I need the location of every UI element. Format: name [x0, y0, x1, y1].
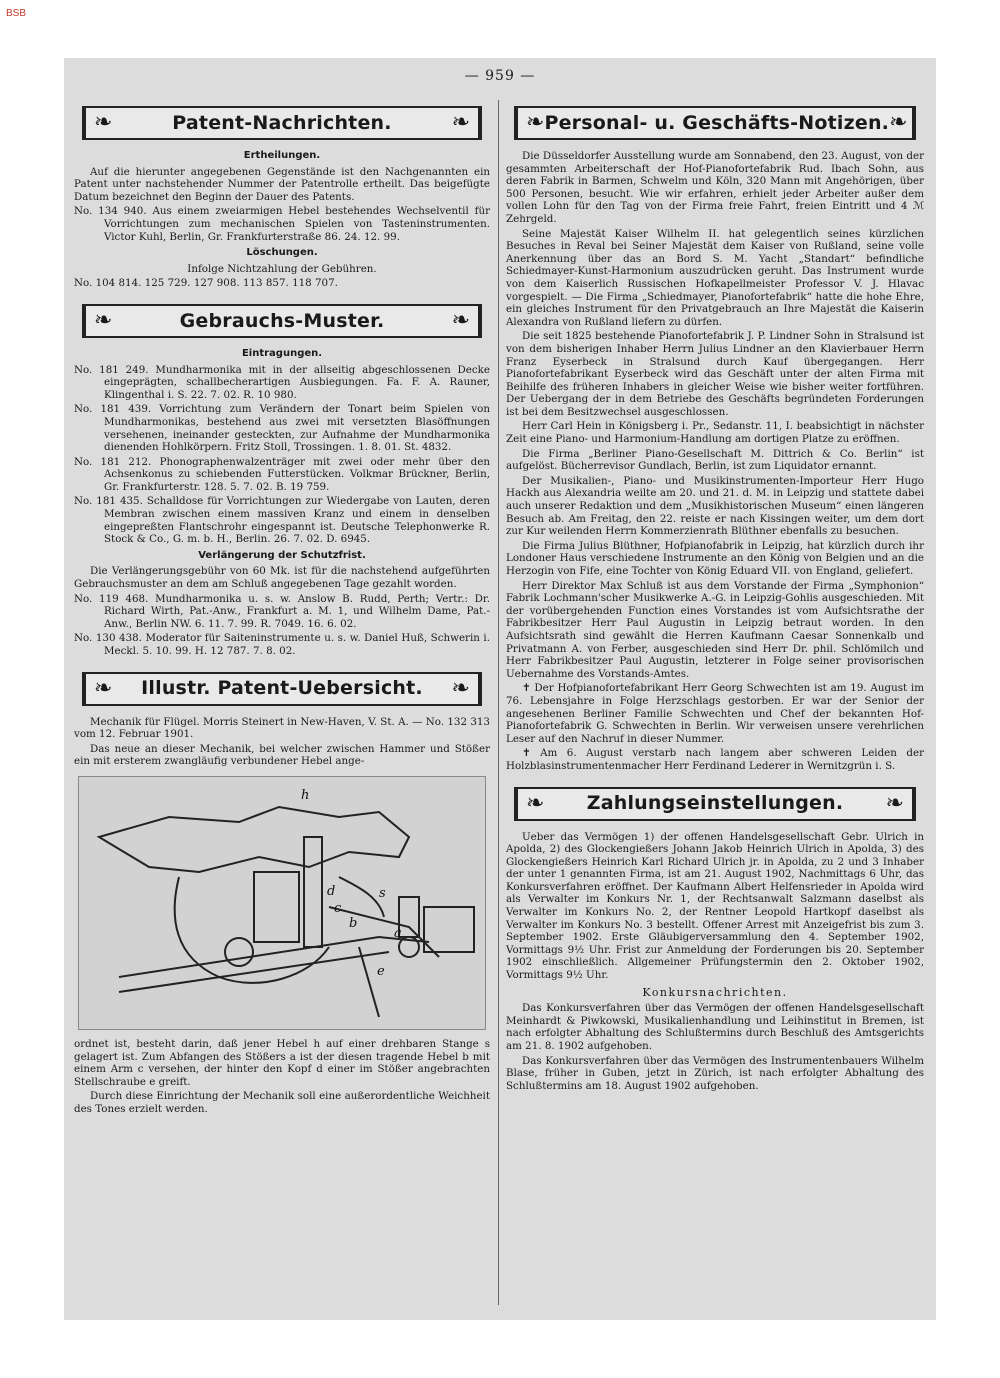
paragraph: Mechanik für Flügel. Morris Steinert in New-Haven, V. St. A. — No. 132 313 vom 12. Februar 1901. — [74, 715, 490, 741]
ornament-icon: ❧ — [526, 790, 545, 816]
paragraph: ordnet ist, besteht darin, daß jener Hebel h auf einer drehbaren Stange s gelagert ist. Zum Abfangen des Stößers a ist der diesen tragende Hebel b mit einem Arm c versehen, der hinter den Kopf d einer im Stößer angebrachten Stellschraube e greift. — [74, 1037, 490, 1088]
heading-zahlungseinstellungen — [514, 787, 916, 821]
heading-patent-uebersicht — [82, 672, 482, 706]
ornament-icon: ❧ — [889, 110, 908, 135]
news-item: Die Firma Julius Blüthner, Hofpianofabrik in Leipzig, hat kürzlich durch ihr Londoner Haus verschiedene Instrumente an den König von Belgien und an die Herzogin von Fife, eine Tochter von König Eduard VII. von England, geliefert. — [506, 539, 924, 577]
paragraph: Ueber das Vermögen 1) der offenen Handelsgesellschaft Gebr. Ulrich in Apolda, 2) des Glockengießers Johann Jakob Heinrich Ulrich in Apolda, 3) des Glockengießers Heinrich Karl Richard Ulrich jr. in Apolda, zu 2 und 3 Inhaber der unter 1 genannten Firma, ist am 21. August 1902, Nachmittags 6 Uhr, das Konkursverfahren eröffnet. Der Kaufmann Albert Helfensrieder in Apolda wird als Verwalter im Konkurs Nr. 1, der Rechtsanwalt Salzmann daselbst als Verwalter im Konkurs No. 2, der Rentner Leopold Hartkopf daselbst als Verwalter im Konkurs No. 3 bestellt. Offener Arrest mit Anzeigefrist bis zum 3. September 1902. Erste Gläubigerversammlung den 4. September 1902, Vormittags 9½ Uhr. Frist zur Anmeldung der Forderungen bis 20. September 1902 einschließlich. Allgemeiner Prüfungstermin den 2. Oktober 1902, Vormittags 9½ Uhr. — [506, 830, 924, 982]
ornament-icon: ❧ — [94, 110, 113, 135]
subheading: Verlängerung der Schutzfrist. — [198, 549, 366, 561]
newspaper-page — [64, 58, 936, 1320]
patent-entry: No. 134 940. Aus einem zweiarmigen Hebel bestehendes Wechselventil für Vorrichtungen zum mechanischen Spielen von Tasteninstrumenten. Victor Kuhl, Berlin, Gr. Frankfurterstraße 86. 24. 12. 99. — [74, 205, 490, 243]
library-stamp: BSB — [6, 8, 27, 19]
left-column — [74, 98, 490, 1118]
paragraph: Durch diese Einrichtung der Mechanik soll eine außerordentliche Weichheit des Tones erzielt werden. — [74, 1090, 490, 1115]
mechanism-drawing — [79, 777, 485, 1029]
paragraph: Das neue an dieser Mechanik, bei welcher zwischen Hammer und Stößer ein mit ersterem zwangläufig verbundener Hebel ange- — [74, 742, 490, 768]
fig-label: c — [334, 900, 342, 916]
heading-patent-nachrichten — [82, 106, 482, 140]
paragraph: Das Konkursverfahren über das Vermögen des Instrumentenbauers Wilhelm Blase, früher in Guben, jetzt in Zürich, ist nach erfolgter Abhaltung des Schlußtermins am 18. August 1902 aufgehoben. — [506, 1054, 924, 1092]
section-title: Zahlungseinstellungen. — [586, 792, 844, 815]
news-item: Die Firma „Berliner Piano-Gesellschaft M. Dittrich & Co. Berlin“ ist aufgelöst. Bücherrevisor Gundlach, Berlin, ist zum Liquidator ernannt. — [506, 447, 924, 473]
patent-entry: No. 130 438. Moderator für Saiteninstrumente u. s. w. Daniel Huß, Schwerin i. Meckl. 5. 10. 99. H. 12 787. 7. 8. 02. — [74, 632, 490, 657]
ornament-icon: ❧ — [885, 790, 904, 816]
ornament-icon: ❧ — [451, 675, 470, 701]
mechanism-illustration — [78, 776, 486, 1030]
fig-label: a — [394, 925, 402, 941]
heading-gebrauchs-muster — [82, 304, 482, 338]
subheading: Ertheilungen. — [243, 150, 321, 161]
section-title: Gebrauchs-Muster. — [179, 309, 385, 332]
heading-personal-notizen — [514, 106, 916, 140]
paragraph: Das Konkursverfahren über das Vermögen der offenen Handelsgesellschaft Meinhardt & Piwkowski, Musikalienhandlung und Leihinstitut in Bremen, ist nach erfolgter Abhaltung des Schlußtermins durch Beschluß des Amtsgerichts am 21. 8. 1902 aufgehoben. — [506, 1002, 924, 1052]
section-title: Patent-Nachrichten. — [172, 111, 392, 134]
patent-entry: No. 181 212. Phonographenwalzenträger mit zwei oder mehr über den Achsenkonus zu schiebenden Futterstücken. Volkmar Brückner, Berlin, Gr. Frankfurterstr. 128. 5. 7. 02. B. 19 759. — [74, 455, 490, 493]
news-item: Herr Carl Hein in Königsberg i. Pr., Sedanstr. 11, I. beabsichtigt in nächster Zeit eine Piano- und Harmonium-Handlung am dortigen Platze zu eröffnen. — [506, 420, 924, 446]
ornament-icon: ❧ — [451, 110, 470, 135]
fig-label: s — [379, 885, 386, 901]
fig-label: e — [377, 963, 385, 979]
column-divider — [498, 100, 499, 1305]
fig-label: b — [349, 915, 358, 931]
right-column — [506, 98, 924, 1094]
subheading: Löschungen. — [246, 247, 318, 259]
ornament-icon: ❧ — [94, 307, 113, 333]
paragraph: Die Verlängerungsgebühr von 60 Mk. ist für die nachstehend aufgeführten Gebrauchsmuster an dem am Schluß angegebenen Tage gezahlt worden. — [74, 565, 490, 591]
subheading: Konkursnachrichten. — [642, 985, 788, 999]
paragraph: Auf die hierunter angegebenen Gegenstände ist den Nachgenannten ein Patent unter nachstehender Nummer der Patentrolle ertheilt. Das beigefügte Datum bezeichnet den Beginn der Dauer des Patents. — [74, 165, 490, 203]
patent-entry: No. 119 468. Mundharmonika u. s. w. Anslow B. Rudd, Perth; Vertr.: Dr. Richard Wirth, Pat.-Anw., Frankfurt a. M. 1, und Wilhelm Dame, Pat.-Anw., Berlin NW. 6. 11. 7. 99. R. 7049. 16. 6. 02. — [74, 592, 490, 630]
paragraph: Infolge Nichtzahlung der Gebühren. — [187, 262, 377, 275]
news-item: ✝ Am 6. August verstarb nach langem aber schweren Leiden der Holzblasinstrumentenmacher Herr Ferdinand Lederer in Wernitzgrün i. S. — [506, 747, 924, 772]
ornament-icon: ❧ — [451, 307, 470, 333]
news-item: Seine Majestät Kaiser Wilhelm II. hat gelegentlich seines kürzlichen Besuches in Reval bei Seiner Majestät dem Kaiser von Rußland, seine volle Anerkennung über das an Bord S. M. Yacht „Standart“ befindliche Schiedmayer-Kunst-Harmonium auszudrücken geruht. Das Instrument wurde von dem Kaiserlich Russischen Hofkapellmeister Professor V. J. Hlavac vorgespielt. — Die Firma „Schiedmayer, Pianofortefabrik“ hatte die hohe Ehre, ein gleiches Instrument für den Privatgebrauch an Ihre Majestät die Kaiserin Alexandra von Rußland liefern zu dürfen. — [506, 227, 924, 328]
fig-label: d — [327, 883, 336, 899]
news-item: ✝ Der Hofpianofortefabrikant Herr Georg Schwechten ist am 19. August im 76. Lebensjahre in Folge Herzschlags gestorben. Er war der Senior der angesehenen Berliner Familie Schwechten und Chef der bekannten Hof-Pianofortefabrik G. Schwechten in Berlin. Wir verweisen unsere verehrlichen Leser auf den Nachruf in dieser Nummer. — [506, 682, 924, 745]
section-title: Illustr. Patent-Uebersicht. — [141, 677, 423, 700]
news-item: Herr Direktor Max Schluß ist aus dem Vorstande der Firma „Symphonion“ Fabrik Lochmann'scher Musikwerke A.-G. in Leipzig-Gohlis ausgeschieden. Mit der vorübergehenden Function eines Vorstandes ist vom Aufsichtsrathe der Fabrikbesitzer Herr Paul Augustin in Leipzig betraut worden. In den Aufsichtsrath sind gewählt die Herren Kaufmann Caesar Sonnenkalb und Privatmann A. von Ferber, ausgeschieden sind Herr Dr. phil. Schlömilch und Herr Fabrikbesitzer Paul Augustin, letzterer in Folge seiner provisorischen Uebernahme des Vorstands-Amtes. — [506, 579, 924, 680]
patent-entry: No. 181 435. Schalldose für Vorrichtungen zur Wiedergabe von Lauten, deren Membran zwischen einem massiven Kranz und einem in denselben eingepreßten Flantschrohr eingespannt ist. Deutsche Telephonwerke R. Stock & Co., G. m. b. H., Berlin. 26. 7. 02. D. 6945. — [74, 495, 490, 546]
page-number: — 959 — — [464, 68, 536, 84]
ornament-icon: ❧ — [94, 675, 113, 701]
news-item: Die Düsseldorfer Ausstellung wurde am Sonnabend, den 23. August, von der gesammten Arbeiterschaft der Hof-Pianofortefabrik Rud. Ibach Sohn, aus deren Fabrik in Barmen, Schwelm und Köln, 320 Mann mit Angehörigen, über 500 Personen, besucht. Wie wir erfahren, erhielt jeder Arbeiter außer dem vollen Lohn für den Tag von der Firma freie Fahrt, freien Eintritt und 4 ℳ Zehrgeld. — [506, 150, 924, 225]
fig-label: h — [301, 787, 310, 803]
patent-entry: No. 181 249. Mundharmonika mit in der allseitig abgeschlossenen Decke eingeprägten, schallbecherartigen Ausbiegungen. Fa. F. A. Rauner, Klingenthal i. S. 22. 7. 02. R. 10 980. — [74, 363, 490, 401]
news-item: Die seit 1825 bestehende Pianofortefabrik J. P. Lindner Sohn in Stralsund ist von dem bisherigen Inhaber Herrn Julius Lindner an den Klavierbauer Herrn Franz Eyserbeck in Stralsund durch Kauf übergegangen. Herr Pianofortefabrikant Eyserbeck wird das Geschäft unter der alten Firma mit Beihilfe des früheren Inhabers in gleicher Weise wie bisher weiter fortführen. Der Uebergang der in dem Betriebe des Geschäfts begründeten Forderungen ist bei dem Besitzwechsel ausgeschlossen. — [506, 330, 924, 418]
section-title: Personal- u. Geschäfts-Notizen. — [544, 111, 890, 134]
ornament-icon: ❧ — [526, 110, 545, 135]
subheading: Eintragungen. — [241, 347, 323, 359]
patent-numbers: No. 104 814. 125 729. 127 908. 113 857. 118 707. — [74, 277, 338, 290]
patent-entry: No. 181 439. Vorrichtung zum Verändern der Tonart beim Spielen von Mundharmonikas, bestehend aus zwei mit versetzten Blasöffnungen versehenen, ineinander gesteckten, zur Aufnahme der Mundharmonika dienenden Hohlkörpern. Fritz Stoll, Trossingen. 1. 8. 01. St. 4832. — [74, 403, 490, 454]
news-item: Der Musikalien-, Piano- und Musikinstrumenten-Importeur Herr Hugo Hackh aus Alexandria weilte am 20. und 21. d. M. in Leipzig und stattete dabei auch unserer Redaktion und dem „Musikhistorischen Museum“ einen längeren Besuch ab. Am Freitag, den 22. reiste er nach Kissingen weiter, um dem dort zur Kur weilenden Herrn Kommerzienrath Blüthner ebenfalls zu besuchen. — [506, 474, 924, 538]
